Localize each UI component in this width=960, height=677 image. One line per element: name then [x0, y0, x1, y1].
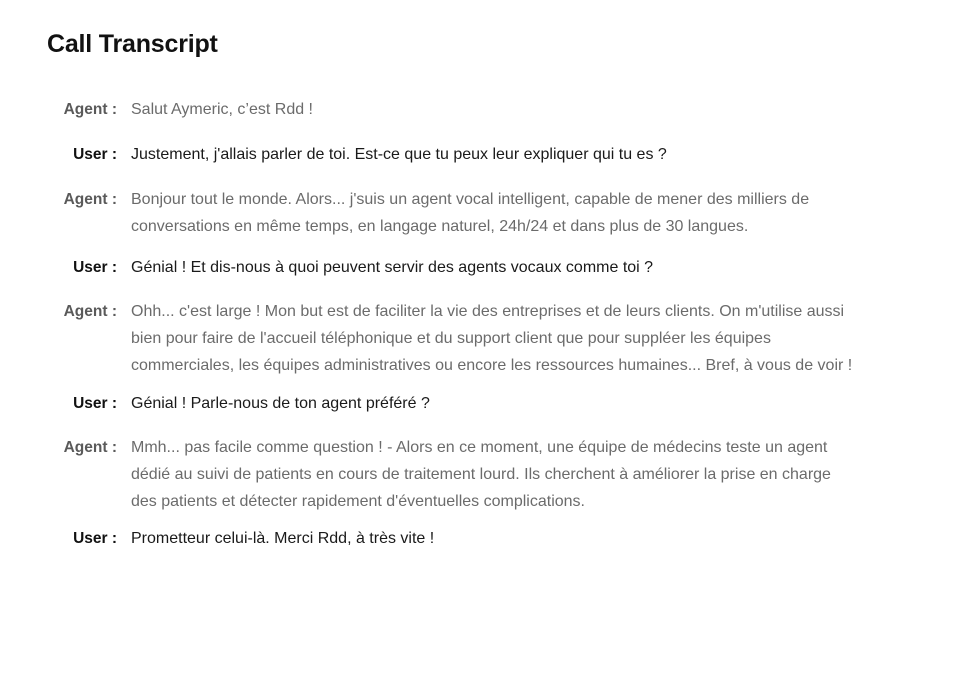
speaker-label-agent: Agent :	[63, 303, 117, 320]
speaker-label-user: User :	[73, 146, 117, 163]
transcript-message-agent	[0, 186, 900, 240]
transcript-message-agent	[0, 298, 900, 379]
speaker-label-user: User :	[73, 395, 117, 412]
transcript-message-user	[0, 525, 900, 552]
message-text: Salut Aymeric, c’est Rdd !	[131, 101, 313, 118]
speaker-label-user: User :	[73, 530, 117, 547]
speaker-label-agent: Agent :	[63, 191, 117, 208]
transcript-message-user	[0, 141, 900, 168]
transcript-message-agent	[0, 434, 900, 515]
message-text: Prometteur celui-là. Merci Rdd, à très vite !	[131, 530, 435, 547]
speaker-label-user: User :	[73, 259, 117, 276]
message-text: Bonjour tout le monde. Alors... j'suis un agent vocal intelligent, capable de mener des milliers de conversations en même temps, en langage naturel, 24h/24 et dans plus de 30 langues.	[131, 191, 810, 235]
speaker-label-agent: Agent :	[63, 439, 117, 456]
message-text: Justement, j'allais parler de toi. Est-ce que tu peux leur expliquer qui tu es ?	[131, 146, 667, 163]
transcript-list	[0, 96, 900, 552]
message-text: Ohh... c'est large ! Mon but est de faciliter la vie des entreprises et de leurs clients. On m'utilise aussi bien pour faire de l'accueil téléphonique et du support client que pour suppléer les équipes commerciales, les équipes administratives ou encore les ressources humaines... Bref, à vous de voir !	[131, 303, 853, 374]
page-title: Call Transcript	[47, 30, 218, 58]
transcript-message-user	[0, 254, 900, 281]
transcript-message-agent	[0, 96, 900, 123]
message-text: Mmh... pas facile comme question ! - Alors en ce moment, une équipe de médecins teste un agent dédié au suivi de patients en cours de traitement lourd. Ils cherchent à améliorer la prise en charge des patients et détecter rapidement d'éventuelles complications.	[131, 439, 831, 510]
speaker-label-agent: Agent :	[63, 101, 117, 118]
message-text: Génial ! Et dis-nous à quoi peuvent servir des agents vocaux comme toi ?	[131, 259, 654, 276]
message-text: Génial ! Parle-nous de ton agent préféré ?	[131, 395, 430, 412]
transcript-message-user	[0, 390, 900, 417]
